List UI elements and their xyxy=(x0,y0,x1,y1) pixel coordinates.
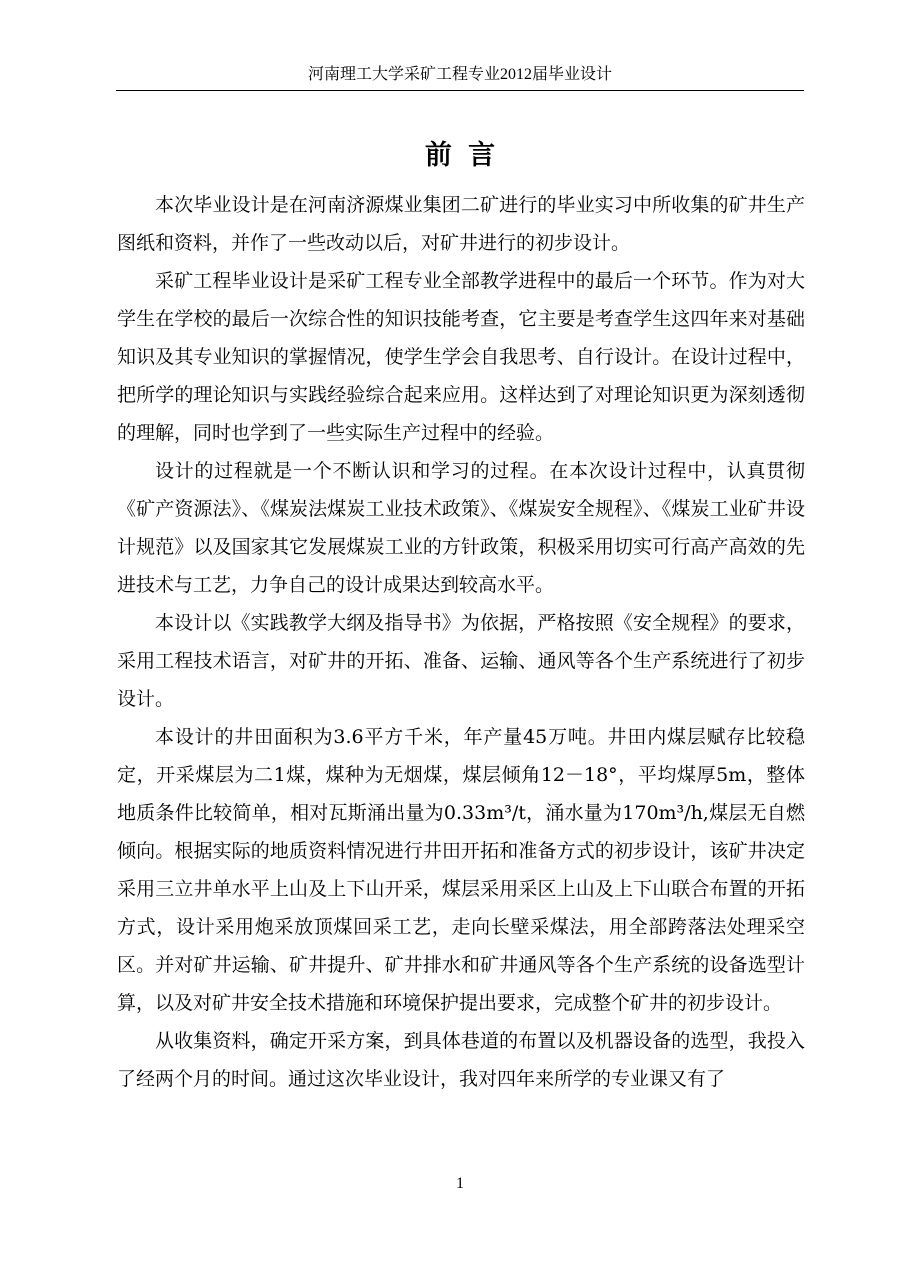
paragraph-1: 本次毕业设计是在河南济源煤业集团二矿进行的毕业实习中所收集的矿井生产图纸和资料，并作了一些改动以后，对矿井进行的初步设计。 xyxy=(117,194,805,254)
paragraph-6: 从收集资料，确定开采方案，到具体巷道的布置以及机器设备的选型，我投入了经两个月的时间。通过这次毕业设计，我对四年来所学的专业课又有了 xyxy=(117,1030,805,1090)
paragraph-4: 本设计以《实践教学大纲及指导书》为依据，严格按照《安全规程》的要求，采用工程技术语言，对矿井的开拓、准备、运输、通风等各个生产系统进行了初步设计。 xyxy=(117,612,805,710)
page-number: 1 xyxy=(456,1175,464,1192)
paragraph-2: 采矿工程毕业设计是采矿工程专业全部教学进程中的最后一个环节。作为对大学生在学校的最后一次综合性的知识技能考查，它主要是考查学生这四年来对基础知识及其专业知识的掌握情况，使学生学会自我思考、自行设计。在设计过程中，把所学的理论知识与实践经验综合起来应用。这样达到了对理论知识更为深刻透彻的理解，同时也学到了一些实际生产过程中的经验。 xyxy=(117,270,805,444)
body-text xyxy=(117,186,805,1098)
paragraph-5: 本设计的井田面积为3.6平方千米，年产量45万吨。井田内煤层赋存比较稳定，开采煤层为二1煤，煤种为无烟煤，煤层倾角12－18°，平均煤厚5m，整体地质条件比较简单，相对瓦斯涌出量为0.33m³/t，涌水量为170m³/h,煤层无自燃倾向。根据实际的地质资料情况进行井田开拓和准备方式的初步设计，该矿井决定采用三立井单水平上山及上下山开采，煤层采用采区上山及上下山联合布置的开拓方式，设计采用炮采放顶煤回采工艺，走向长壁采煤法，用全部跨落法处理采空区。并对矿井运输、矿井提升、矿井排水和矿井通风等各个生产系统的设备选型计算，以及对矿井安全技术措施和环境保护提出要求，完成整个矿井的初步设计。 xyxy=(117,726,805,1014)
paragraph-3: 设计的过程就是一个不断认识和学习的过程。在本次设计过程中，认真贯彻《矿产资源法》、《煤炭法煤炭工业技术政策》、《煤炭安全规程》、《煤炭工业矿井设计规范》以及国家其它发展煤炭工业的方针政策，积极采用切实可行高产高效的先进技术与工艺，力争自己的设计成果达到较高水平。 xyxy=(117,460,805,596)
running-header: 河南理工大学采矿工程专业2012届毕业设计 xyxy=(116,60,804,91)
page-title: 前言 xyxy=(424,140,512,171)
